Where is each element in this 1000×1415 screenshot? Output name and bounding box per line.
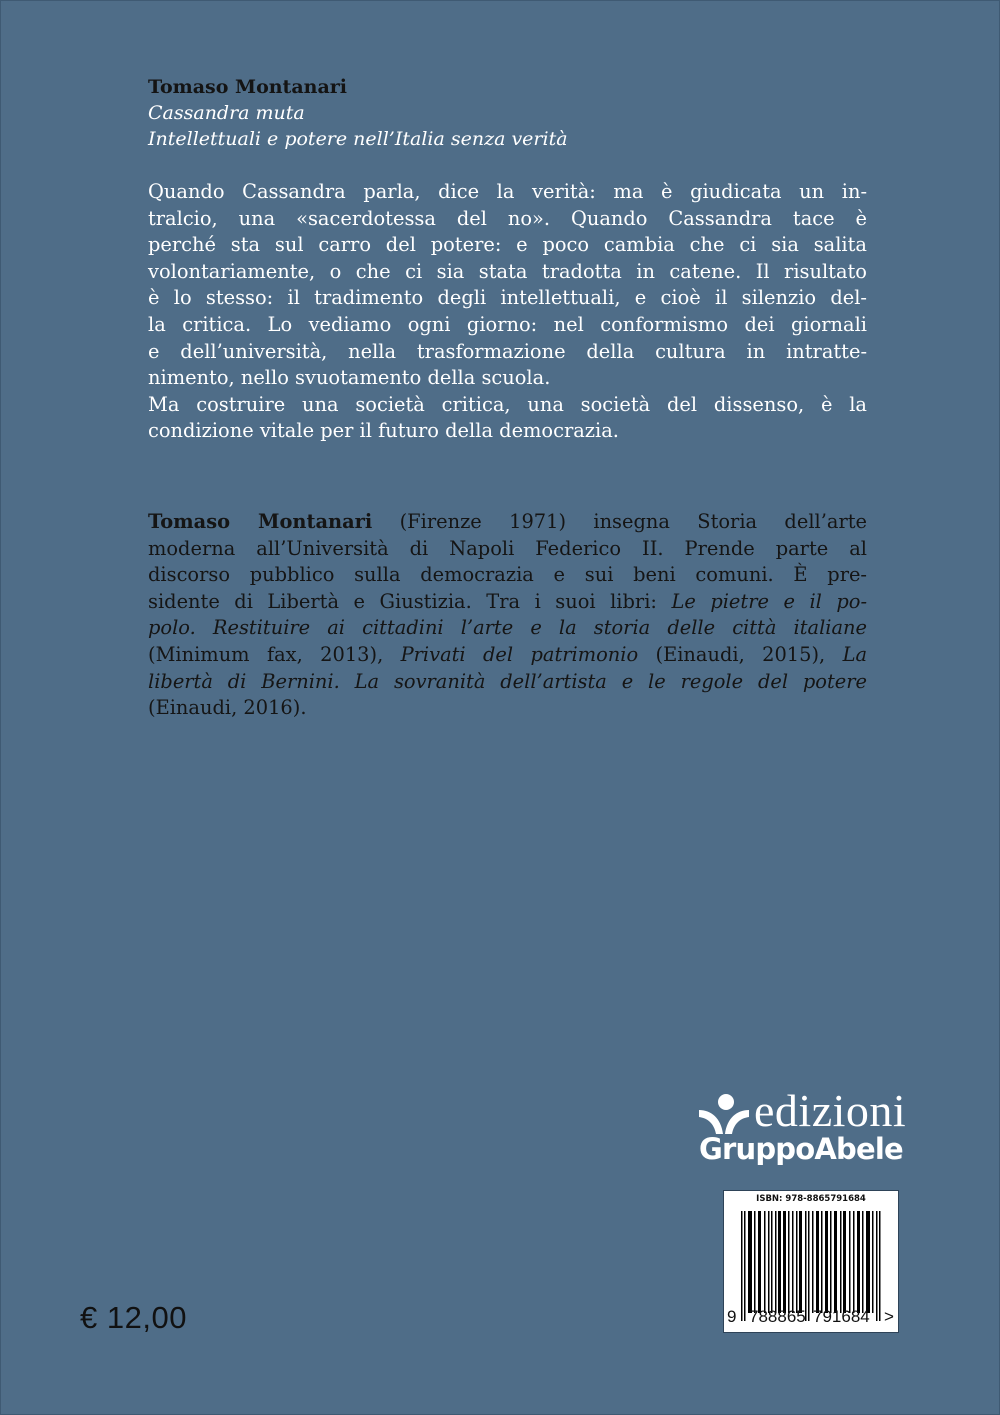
book-ref: Le pietre e il po- (671, 589, 867, 613)
price-label: € 12,00 (80, 1300, 187, 1335)
blurb-line: condizione vitale per il futuro della democrazia. (148, 419, 619, 443)
publisher-logo (697, 1085, 927, 1170)
blurb-line: Ma costruire una società critica, una società del dissenso, è la (148, 392, 867, 416)
book-ref: La (842, 642, 868, 666)
blurb-line: Quando Cassandra parla, dice la verità: ma è giudicata un in- (148, 180, 867, 203)
barcode-quiet-marker: > (884, 1307, 894, 1326)
blurb-line: volontariamente, o che ci sia stata tradotta in catene. Il risultato (148, 259, 867, 283)
book-header (148, 74, 868, 152)
blurb-line: tralcio, una «sacerdotessa del no». Quando Cassandra tace è (148, 206, 867, 230)
blurb-line: e dell’università, nella trasformazione della cultura in intratte- (148, 339, 867, 363)
author-bio (148, 509, 867, 722)
bio-line: Tomaso Montanari (Firenze 1971) insegna Storia dell’arte (148, 510, 867, 533)
bio-line: sidente di Libertà e Giustizia. Tra i suoi libri: Le pietre e il po- (148, 589, 867, 613)
person-arms-raised-icon (697, 1092, 751, 1134)
bio-line: discorso pubblico sulla democrazia e sui beni comuni. È pre- (148, 563, 867, 587)
bio-author-name: Tomaso Montanari (148, 510, 373, 533)
blurb-line: la critica. Lo vediamo ogni giorno: nel conformismo dei giornali (148, 312, 867, 336)
bio-line: moderna all’Università di Napoli Federico II. Prende parte al (148, 536, 867, 560)
bio-line (148, 669, 867, 696)
publisher-gruppoabele: GruppoAbele (699, 1132, 903, 1166)
author-name: Tomaso Montanari (148, 76, 347, 98)
book-ref: Privati del patrimonio (400, 642, 639, 666)
book-blurb (148, 179, 867, 445)
barcode-digits-right: 791684 (813, 1307, 870, 1326)
book-ref: polo. Restituire ai cittadini l’arte e la storia delle città italiane (148, 616, 867, 640)
blurb-line: è lo stesso: il tradimento degli intellettuali, e cioè il silenzio del- (148, 286, 867, 310)
isbn-barcode (723, 1190, 899, 1333)
book-subtitle: Intellettuali e potere nell’Italia senza verità (148, 128, 568, 150)
bio-line (148, 615, 867, 642)
bio-line: (Minimum fax, 2013), Privati del patrimonio (Einaudi, 2015), La (148, 642, 868, 666)
blurb-line: nimento, nello svuotamento della scuola. (148, 366, 551, 390)
bio-line: (Einaudi, 2016). (148, 696, 307, 720)
publisher-edizioni: edizioni (754, 1085, 907, 1136)
blurb-line: perché sta sul carro del potere: e poco cambia che ci sia salita (148, 233, 867, 257)
isbn-label: ISBN: 978-8865791684 (756, 1194, 866, 1204)
book-ref: libertà di Bernini. La sovranità dell’artista e le regole del potere (148, 669, 867, 693)
barcode-digits-left: 788865 (749, 1307, 806, 1326)
book-title: Cassandra muta (148, 102, 305, 124)
barcode-digit-first: 9 (727, 1307, 737, 1326)
